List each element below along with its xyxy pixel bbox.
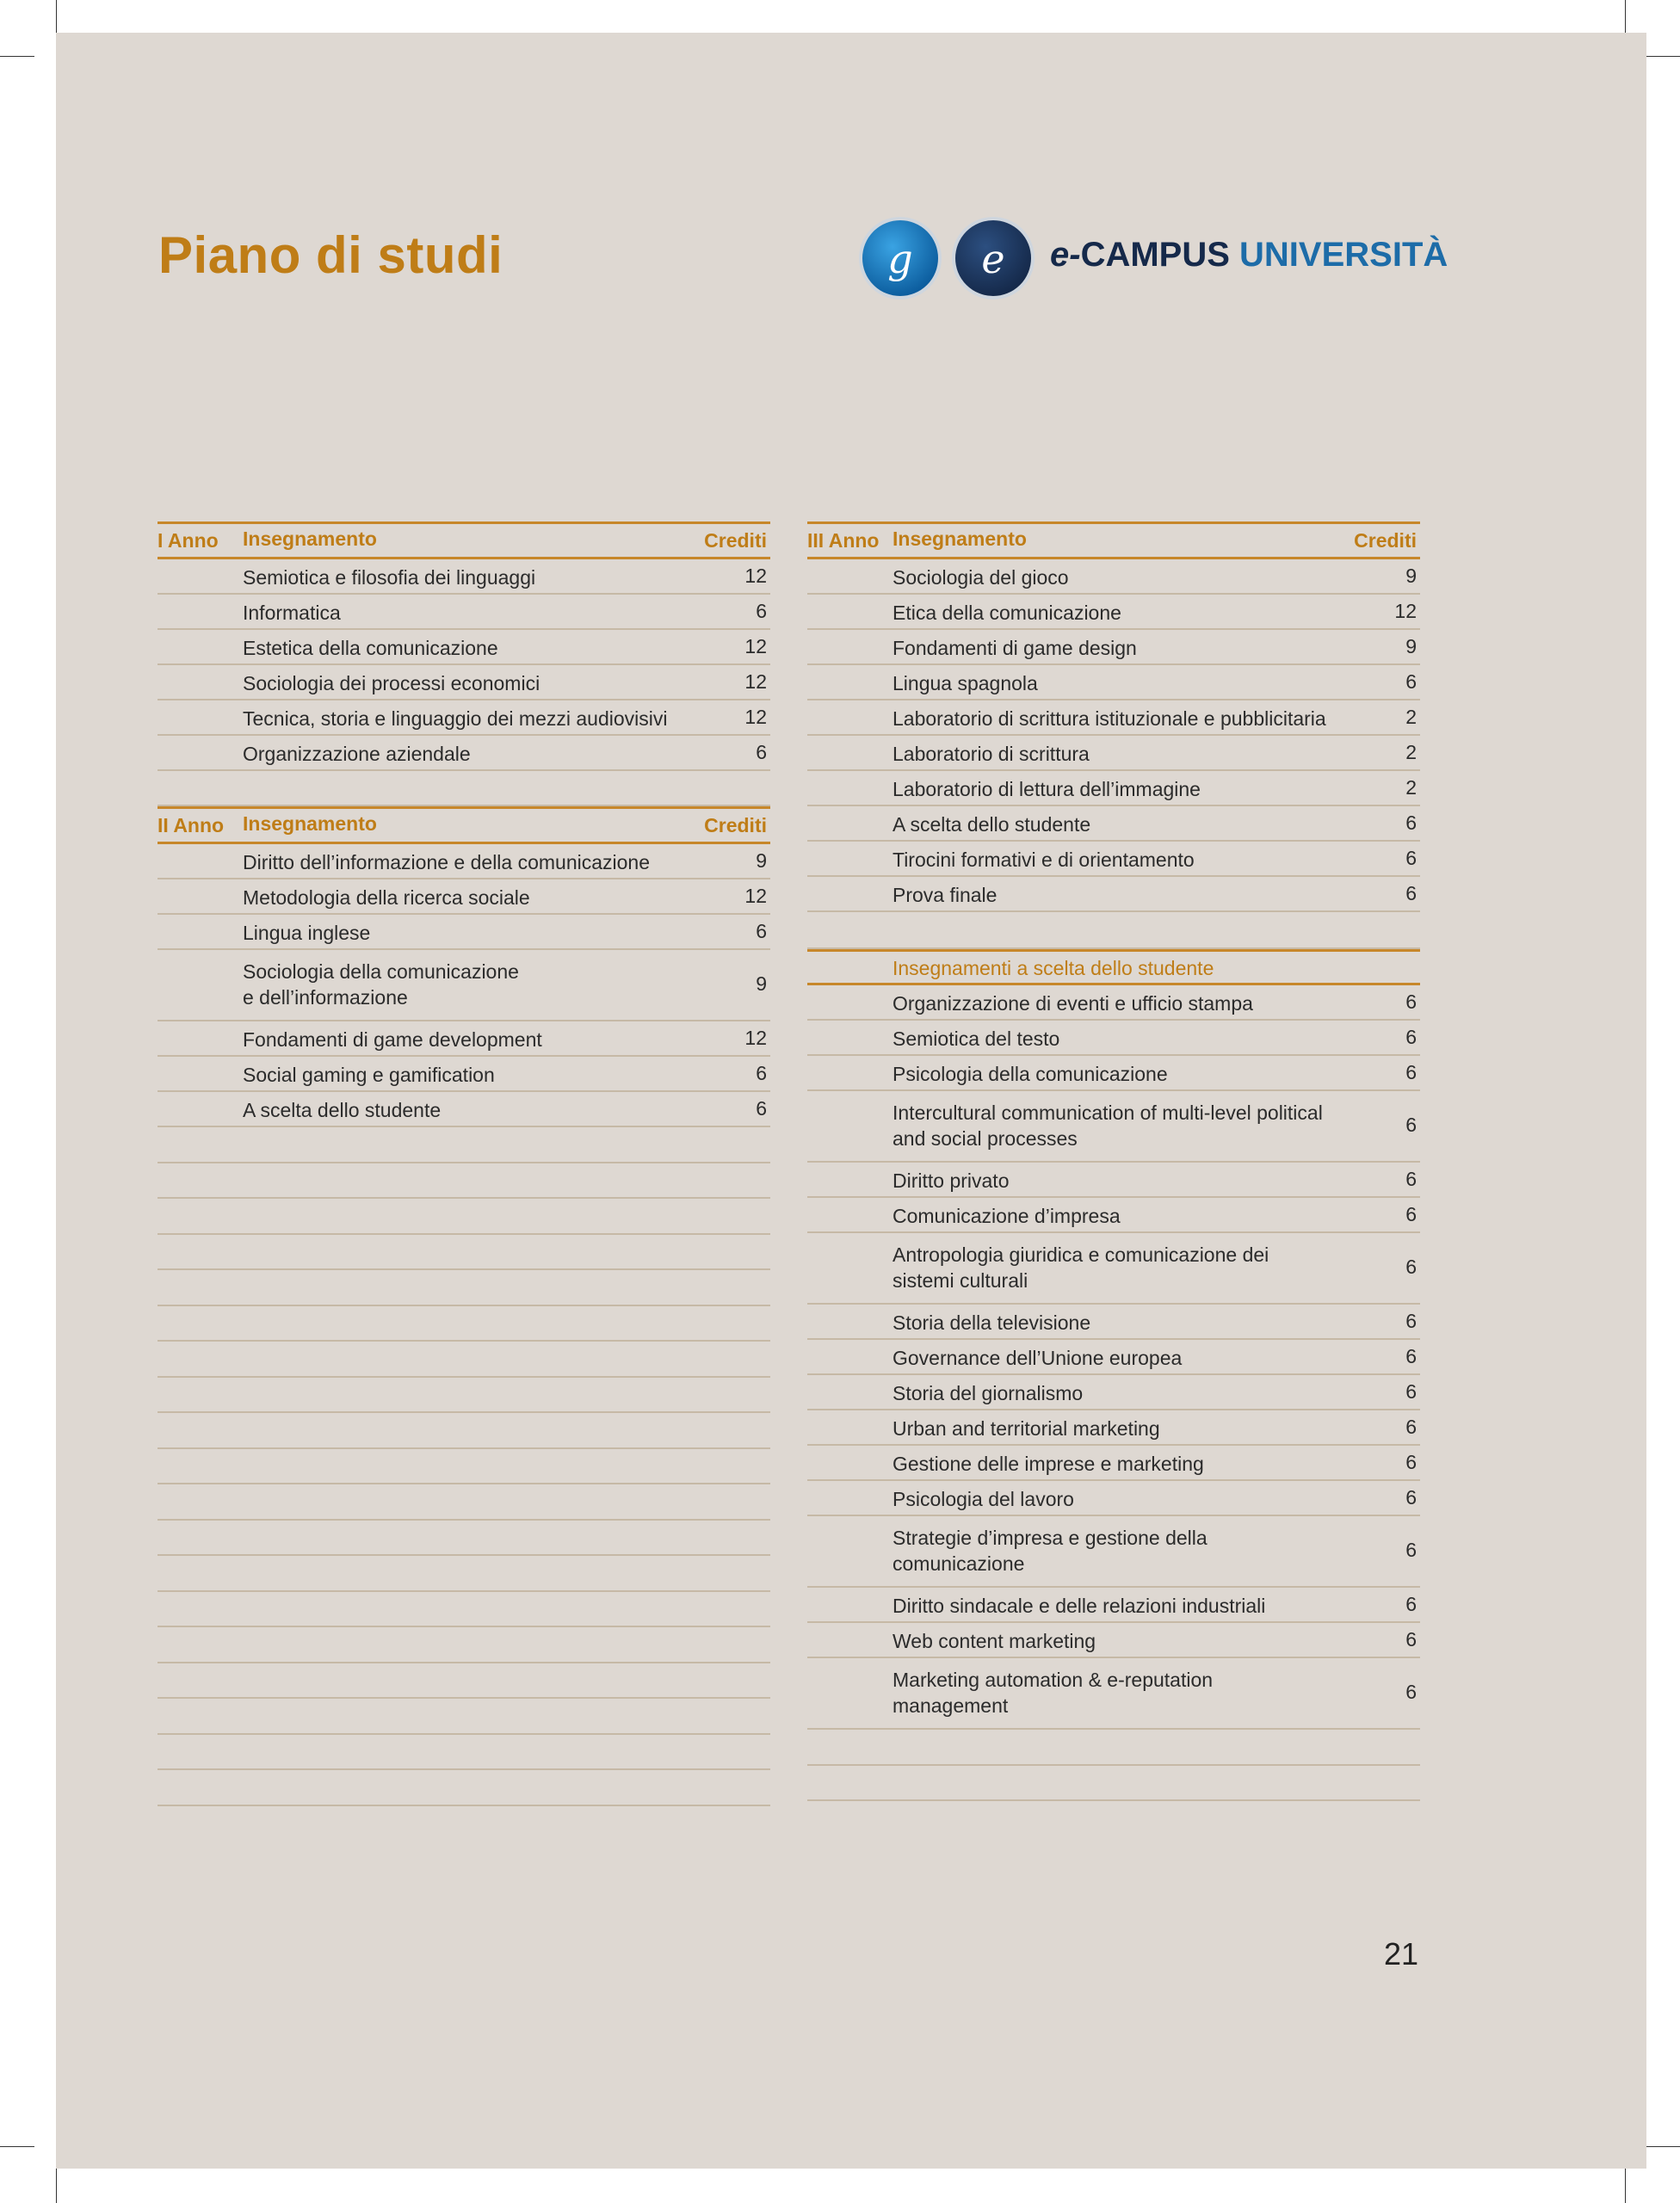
course-credits: 12	[744, 706, 767, 728]
course-credits: 6	[1405, 1380, 1417, 1403]
empty-row	[158, 1342, 770, 1378]
course-row	[807, 1198, 1420, 1233]
course-name: A scelta dello studente	[243, 1099, 442, 1121]
course-row	[807, 1446, 1420, 1481]
course-name: Urban and territorial marketing	[892, 1417, 1160, 1440]
course-credits: 6	[1405, 1203, 1417, 1225]
course-row	[807, 559, 1420, 595]
course-name: Tecnica, storia e linguaggio dei mezzi audiovisivi	[243, 707, 668, 730]
course-name: Lingua inglese	[243, 922, 371, 944]
empty-row	[158, 1413, 770, 1449]
course-name: Comunicazione d’impresa	[892, 1205, 1121, 1227]
column-header-course: Insegnamento	[892, 528, 1027, 550]
empty-row	[158, 1699, 770, 1735]
course-row	[807, 736, 1420, 771]
column-header-credits: Crediti	[704, 529, 767, 552]
course-credits: 6	[1405, 811, 1417, 834]
ecampus-seal-icon: e	[952, 217, 1035, 299]
course-name: Fondamenti di game development	[243, 1028, 542, 1051]
course-credits: 6	[1405, 1310, 1417, 1332]
empty-row	[158, 1270, 770, 1306]
course-credits: 6	[1405, 1539, 1417, 1561]
course-row	[158, 595, 770, 630]
empty-row	[158, 1663, 770, 1700]
empty-row	[158, 1163, 770, 1200]
course-credits: 6	[1405, 1593, 1417, 1615]
year3-label: III Anno	[807, 529, 880, 552]
course-credits: 6	[756, 920, 767, 942]
crop-mark	[56, 2169, 57, 2203]
course-credits: 9	[756, 849, 767, 872]
course-name: Intercultural communication of multi-level political and social processes	[892, 1102, 1323, 1150]
course-name: Laboratorio di lettura dell’immagine	[892, 778, 1201, 800]
course-credits: 12	[744, 885, 767, 907]
empty-row	[158, 1735, 770, 1771]
crop-mark	[56, 0, 57, 34]
course-row	[807, 1588, 1420, 1623]
course-name: Prova finale	[892, 884, 998, 906]
column-header-credits: Crediti	[704, 814, 767, 836]
course-credits: 6	[1405, 1451, 1417, 1473]
empty-row	[158, 1521, 770, 1557]
course-credits: 12	[744, 565, 767, 587]
course-row	[158, 700, 770, 736]
course-credits: 6	[1405, 1114, 1417, 1136]
course-name: Governance dell’Unione europea	[892, 1347, 1183, 1369]
year2-header	[158, 806, 770, 844]
course-name: Fondamenti di game design	[892, 637, 1137, 659]
course-name: Laboratorio di scrittura	[892, 743, 1090, 765]
empty-row	[158, 1127, 770, 1163]
course-name: Psicologia della comunicazione	[892, 1063, 1168, 1085]
course-row	[158, 1092, 770, 1127]
course-name: Semiotica del testo	[892, 1027, 1060, 1050]
year3-header	[807, 521, 1420, 559]
course-credits: 9	[756, 972, 767, 995]
course-row	[158, 915, 770, 950]
course-row	[807, 842, 1420, 877]
course-row	[807, 1163, 1420, 1198]
empty-row	[158, 1484, 770, 1521]
course-name: Tirocini formativi e di orientamento	[892, 848, 1195, 871]
crop-mark	[1625, 0, 1626, 34]
course-name: Informatica	[243, 602, 341, 624]
course-name: Social gaming e gamification	[243, 1064, 495, 1086]
course-row	[807, 700, 1420, 736]
spacer-row	[807, 912, 1420, 949]
year1-list	[158, 559, 770, 771]
course-name: Lingua spagnola	[892, 672, 1038, 694]
course-row	[807, 1340, 1420, 1375]
electives-header	[807, 949, 1420, 985]
course-credits: 6	[1405, 1416, 1417, 1438]
course-credits: 6	[756, 741, 767, 763]
course-name: Psicologia del lavoro	[892, 1488, 1074, 1510]
course-credits: 9	[1405, 635, 1417, 657]
course-row	[158, 736, 770, 771]
course-row	[807, 1516, 1420, 1588]
course-name: Organizzazione aziendale	[243, 743, 471, 765]
page-title: Piano di studi	[158, 226, 503, 284]
course-credits: 6	[1405, 847, 1417, 869]
empty-row	[158, 1627, 770, 1663]
course-name: Sociologia dei processi economici	[243, 672, 540, 694]
course-row	[807, 1481, 1420, 1516]
course-name: Semiotica e filosofia dei linguaggi	[243, 566, 536, 589]
course-row	[807, 877, 1420, 912]
g-seal-icon: g	[859, 217, 942, 299]
year2-list	[158, 844, 770, 1127]
course-credits: 2	[1405, 706, 1417, 728]
course-name: Organizzazione di eventi e ufficio stampa	[892, 992, 1253, 1015]
course-row	[807, 1021, 1420, 1056]
course-credits: 6	[1405, 1061, 1417, 1083]
course-row	[158, 844, 770, 879]
electives-list	[807, 985, 1420, 1730]
empty-row	[158, 1770, 770, 1806]
course-row	[158, 879, 770, 915]
course-credits: 6	[1405, 1681, 1417, 1703]
year1-header	[158, 521, 770, 559]
course-row	[807, 1410, 1420, 1446]
course-credits: 12	[1394, 600, 1417, 622]
column-header-course: Insegnamento	[243, 528, 377, 550]
course-credits: 6	[756, 600, 767, 622]
course-row	[807, 595, 1420, 630]
empty-rows	[807, 1730, 1420, 1801]
course-credits: 6	[1405, 670, 1417, 693]
course-row	[807, 630, 1420, 665]
course-credits: 6	[1405, 990, 1417, 1013]
course-credits: 6	[1405, 1628, 1417, 1651]
crop-mark	[0, 56, 34, 57]
empty-row	[158, 1556, 770, 1592]
course-name: Storia del giornalismo	[892, 1382, 1084, 1404]
course-row	[158, 1021, 770, 1057]
left-column	[158, 521, 770, 1806]
course-row	[807, 1375, 1420, 1410]
column-header-credits: Crediti	[1354, 529, 1417, 552]
course-row	[158, 559, 770, 595]
course-name: Metodologia della ricerca sociale	[243, 886, 530, 909]
course-name: Web content marketing	[892, 1630, 1096, 1652]
course-name: Laboratorio di scrittura istituzionale e pubblicitaria	[892, 707, 1326, 730]
column-header-course: Insegnamento	[243, 812, 377, 835]
course-row	[807, 806, 1420, 842]
course-credits: 6	[1405, 882, 1417, 904]
course-row	[158, 630, 770, 665]
course-name: Storia della televisione	[892, 1311, 1091, 1334]
course-credits: 6	[1405, 1168, 1417, 1190]
course-name: Marketing automation & e-reputation management	[892, 1669, 1214, 1717]
course-row	[807, 1056, 1420, 1091]
crop-mark	[1625, 2169, 1626, 2203]
course-row	[807, 1623, 1420, 1658]
empty-rows	[158, 1127, 770, 1806]
course-name: Strategie d’impresa e gestione della comunicazione	[892, 1527, 1208, 1575]
empty-row	[158, 1592, 770, 1628]
crop-mark	[0, 2146, 34, 2147]
course-row	[158, 1057, 770, 1092]
course-row	[807, 771, 1420, 806]
course-name: Antropologia giuridica e comunicazione dei sistemi culturali	[892, 1243, 1269, 1292]
course-row	[158, 665, 770, 700]
course-row	[807, 985, 1420, 1021]
page-number: 21	[1384, 1936, 1419, 1972]
year2-label: II Anno	[158, 814, 225, 836]
right-column	[807, 521, 1420, 1801]
course-credits: 2	[1405, 776, 1417, 799]
course-row	[807, 1305, 1420, 1340]
electives-label: Insegnamenti a scelta dello studente	[892, 957, 1214, 979]
course-name: A scelta dello studente	[892, 813, 1091, 836]
course-credits: 12	[744, 1027, 767, 1049]
course-name: Diritto sindacale e delle relazioni industriali	[892, 1595, 1266, 1617]
course-credits: 12	[744, 635, 767, 657]
course-credits: 6	[1405, 1026, 1417, 1048]
empty-row	[158, 1378, 770, 1414]
course-credits: 6	[756, 1062, 767, 1084]
course-name: Sociologia del gioco	[892, 566, 1069, 589]
course-name: Estetica della comunicazione	[243, 637, 498, 659]
brand-wordmark: e-CAMPUS UNIVERSITÀ	[1050, 236, 1448, 274]
ecampus-logo	[859, 217, 1448, 305]
course-row	[807, 1658, 1420, 1730]
course-name: Diritto dell’informazione e della comunicazione	[243, 851, 651, 873]
course-credits: 6	[1405, 1486, 1417, 1509]
course-row	[158, 950, 770, 1021]
course-credits: 2	[1405, 741, 1417, 763]
course-row	[807, 1091, 1420, 1163]
course-name: Gestione delle imprese e marketing	[892, 1453, 1204, 1475]
crop-mark	[1646, 2146, 1680, 2147]
course-credits: 6	[1405, 1256, 1417, 1278]
empty-row	[158, 1306, 770, 1342]
year1-label: I Anno	[158, 529, 219, 552]
empty-row	[807, 1766, 1420, 1802]
course-name: Diritto privato	[892, 1169, 1010, 1192]
empty-row	[158, 1449, 770, 1485]
empty-row	[807, 1730, 1420, 1766]
course-row	[807, 665, 1420, 700]
course-row	[807, 1233, 1420, 1305]
spacer-row	[158, 771, 770, 806]
year3-list	[807, 559, 1420, 912]
crop-mark	[1646, 56, 1680, 57]
course-credits: 9	[1405, 565, 1417, 587]
empty-row	[158, 1235, 770, 1271]
course-credits: 6	[1405, 1345, 1417, 1367]
course-name: Etica della comunicazione	[892, 602, 1121, 624]
empty-row	[158, 1199, 770, 1235]
course-credits: 12	[744, 670, 767, 693]
course-name: Sociologia della comunicazione e dell’informazione	[243, 960, 519, 1009]
course-credits: 6	[756, 1097, 767, 1120]
